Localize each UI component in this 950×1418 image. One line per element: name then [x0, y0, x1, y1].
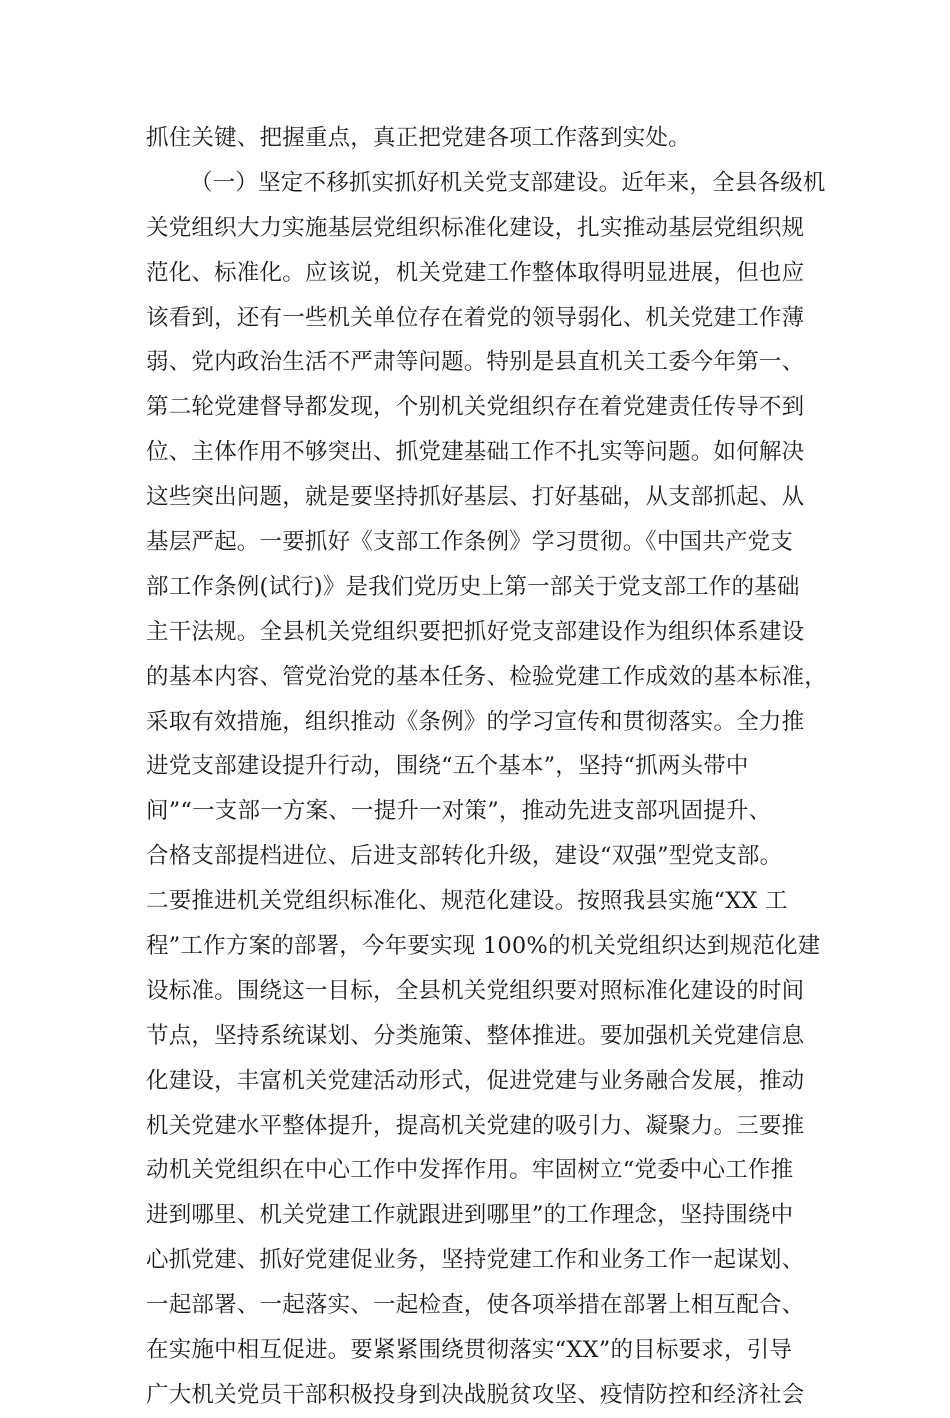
text-line: 广大机关党员干部积极投身到决战脱贫攻坚、疫情防控和经济社会 [146, 1381, 805, 1408]
text-line: 化建设，丰富机关党建活动形式，促进党建与业务融合发展，推动 [146, 1067, 805, 1094]
text-line: 一起部署、一起落实、一起检查，使各项举措在部署上相互配合、 [146, 1292, 805, 1319]
text-line: 弱、党内政治生活不严肃等问题。特别是县直机关工委今年第一、 [146, 349, 805, 376]
body-text [146, 116, 828, 1418]
text-line: 设标准。围绕这一目标，全县机关党组织要对照标准化建设的时间 [146, 977, 805, 1004]
text-line: 在实施中相互促进。要紧紧围绕贯彻落实“XX”的目标要求，引导 [146, 1337, 793, 1364]
text-line: 节点，坚持系统谋划、分类施策、整体推进。要加强机关党建信息 [146, 1022, 805, 1049]
text-line: 二要推进机关党组织标准化、规范化建设。按照我县实施“XX 工 [146, 888, 788, 915]
text-line: 程”工作方案的部署，今年要实现 100%的机关党组织达到规范化建 [146, 933, 821, 960]
text-line: 第二轮党建督导都发现，个别机关党组织存在着党建责任传导不到 [146, 394, 805, 421]
text-line: 主干法规。全县机关党组织要把抓好党支部建设作为组织体系建设 [146, 618, 805, 645]
text-line: 心抓党建、抓好党建促业务，坚持党建工作和业务工作一起谋划、 [146, 1247, 805, 1274]
text-line: 范化、标准化。应该说，机关党建工作整体取得明显进展，但也应 [146, 259, 805, 286]
text-line: 的基本内容、管党治党的基本任务、检验党建工作成效的基本标准， [146, 663, 828, 690]
text-line: 该看到，还有一些机关单位存在着党的领导弱化、机关党建工作薄 [146, 304, 805, 331]
text-line: 采取有效措施，组织推动《条例》的学习宣传和贯彻落实。全力推 [146, 708, 805, 735]
text-line: （一）坚定不移抓实抓好机关党支部建设。近年来，全县各级机 [190, 169, 826, 196]
text-line: 动机关党组织在中心工作中发挥作用。牢固树立“党委中心工作推 [146, 1157, 794, 1184]
text-line: 机关党建水平整体提升，提高机关党建的吸引力、凝聚力。三要推 [146, 1112, 805, 1139]
text-line: 进到哪里、机关党建工作就跟进到哪里”的工作理念，坚持围绕中 [146, 1202, 794, 1229]
text-line: 间”“一支部一方案、一提升一对策”，推动先进支部巩固提升、 [146, 798, 772, 825]
text-line: 部工作条例(试行)》是我们党历史上第一部关于党支部工作的基础 [146, 573, 800, 600]
text-line: 抓住关键、把握重点，真正把党建各项工作落到实处。 [146, 125, 691, 151]
text-line: 这些突出问题，就是要坚持抓好基层、打好基础，从支部抓起、从 [146, 484, 805, 511]
text-line: 基层严起。一要抓好《支部工作条例》学习贯彻。《中国共产党支 [146, 529, 794, 556]
text-line: 关党组织大力实施基层党组织标准化建设，扎实推动基层党组织规 [146, 214, 805, 241]
text-line: 位、主体作用不够突出、抓党建基础工作不扎实等问题。如何解决 [146, 439, 805, 466]
text-line: 合格支部提档进位、后进支部转化升级，建设“双强”型党支部。 [146, 843, 783, 870]
text-line: 进党支部建设提升行动，围绕“五个基本”，坚持“抓两头带中 [146, 753, 749, 780]
